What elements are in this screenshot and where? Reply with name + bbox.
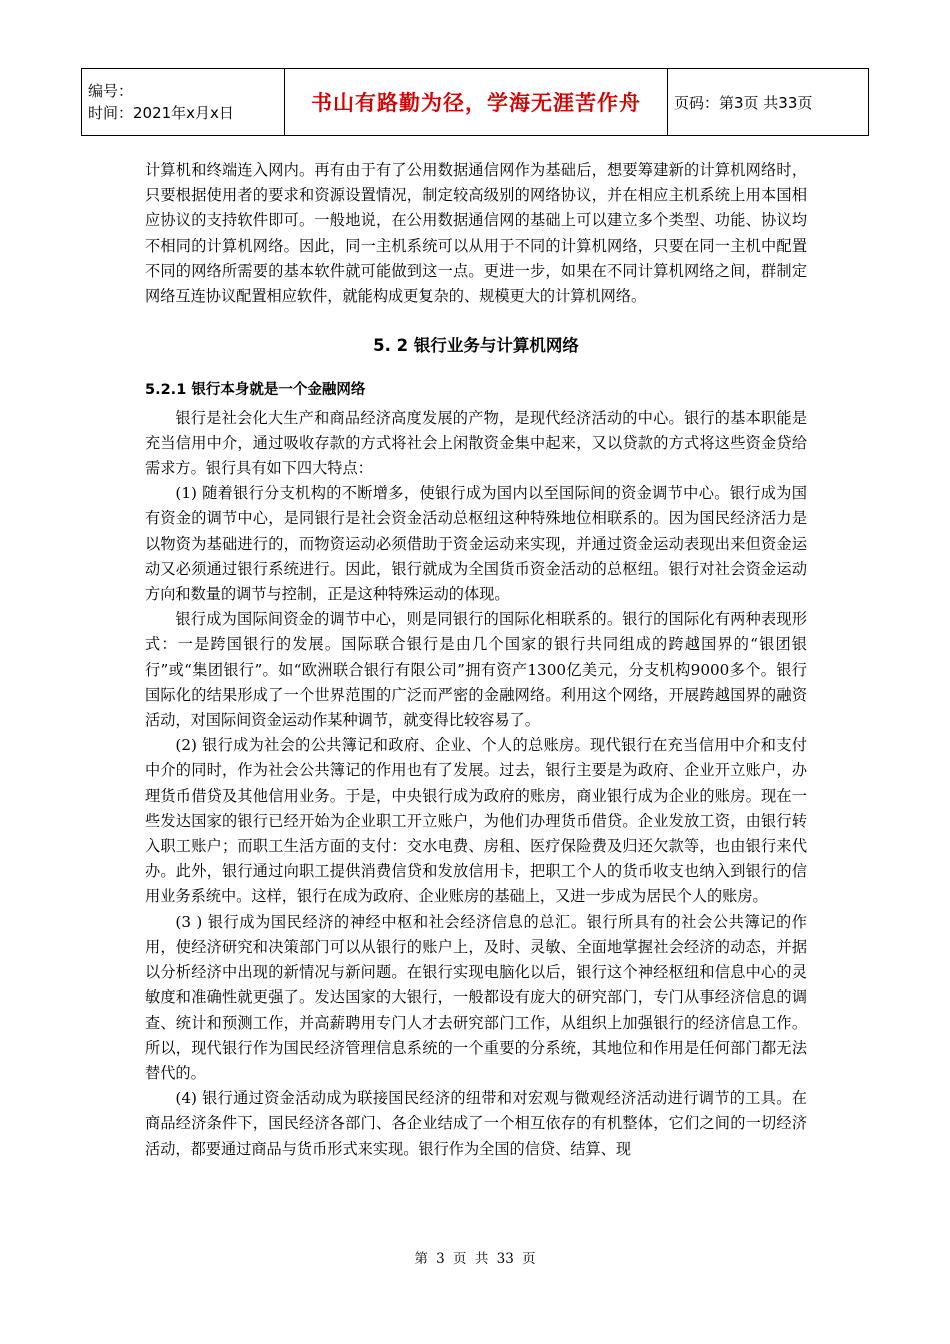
page-footer: 第 3 页 共 33 页 bbox=[414, 1251, 536, 1267]
body-paragraph: (3 ) 银行成为国民经济的神经中枢和社会经济信息的总汇。银行所具有的社会公共簿记的作用，使经济研究和决策部门可以从银行的账户上，及时、灵敏、全面地掌握社会经济的动态，并据以分析经济中出现的新情况与新问题。在银行实现电脑化以后，银行这个神经枢纽和信息中心的灵敏度和准确性就更强了。发达国家的大银行，一般都设有庞大的研究部门，专门从事经济信息的调查、统计和预测工作，并高薪聘用专门人才去研究部门工作，从组织上加强银行的经济信息工作。所以，现代银行作为国民经济管理信息系统的一个重要的分系统，其地位和作用是任何部门都无法替代的。 bbox=[145, 912, 807, 1082]
body-paragraph: 银行成为国际间资金的调节中心，则是同银行的国际化相联系的。银行的国际化有两种表现形式：一是跨国银行的发展。国际联合银行是由几个国家的银行共同组成的跨越国界的“银团银行”或“集团银行”。如“欧洲联合银行有限公司”拥有资产1300亿美元，分支机构9000多个。银行国际化的结果形成了一个世界范围的广泛而严密的金融网络。利用这个网络，开展跨越国界的融资活动，对国际间资金运动作某种调节，就变得比较容易了。 bbox=[145, 610, 807, 730]
intro-paragraph: 计算机和终端连入网内。再有由于有了公用数据通信网作为基础后，想要筹建新的计算机网络时，只要根据使用者的要求和资源设置情况，制定较高级别的网络协议，并在相应主机系统上用本国相应协议的支持软件即可。一般地说，在公用数据通信网的基础上可以建立多个类型、功能、协议均不相同的计算机网络。因此，同一主机系统可以从用于不同的计算机网络，只要在同一主机中配置不同的网络所需要的基本软件就可能做到这一点。更进一步，如果在不同计算机网络之间，群制定网络互连协议配置相应软件，就能构成更复杂的、规模更大的计算机网络。 bbox=[145, 161, 807, 306]
body-paragraph: (4) 银行通过资金活动成为联接国民经济的纽带和对宏观与微观经济活动进行调节的工具。在商品经济条件下，国民经济各部门、各企业结成了一个相互依存的有机整体，它们之间的一切经济活动，都要通过商品与货币形式来实现。银行作为全国的信贷、结算、现 bbox=[145, 1089, 807, 1158]
section-title: 5. 2 银行业务与计算机网络 bbox=[373, 336, 579, 356]
page-header bbox=[81, 68, 869, 136]
body-paragraph: (1) 随着银行分支机构的不断增多，使银行成为国内以至国际间的资金调节中心。银行成为国有资金的调节中心，是同银行是社会资金活动总枢纽这种特殊地位相联系的。因为国民经济活力是以物资为基础进行的，而物资运动必须借助于资金运动来实现，并通过资金运动表现出来但资金运动又必须通过银行系统进行。因此，银行就成为全国货币资金活动的总枢纽。银行对社会资金运动方向和数量的调节与控制，正是这种特殊运动的体现。 bbox=[145, 484, 807, 604]
document-body bbox=[145, 158, 807, 1162]
header-page-info: 页码：第3页 共33页 bbox=[668, 69, 869, 136]
body-paragraph: 银行是社会化大生产和商品经济高度发展的产物，是现代经济活动的中心。银行的基本职能是充当信用中介，通过吸收存款的方式将社会上闲散资金集中起来，又以贷款的方式将这些资金贷给需求方。银行具有如下四大特点： bbox=[145, 408, 807, 478]
subsection-title: 5.2.1 银行本身就是一个金融网络 bbox=[145, 382, 366, 399]
header-motto: 书山有路勤为径，学海无涯苦作舟 bbox=[285, 69, 668, 136]
date-label: 时间：2021年x月x日 bbox=[88, 104, 234, 122]
header-meta-cell bbox=[82, 69, 285, 136]
body-paragraph: (2) 银行成为社会的公共簿记和政府、企业、个人的总账房。现代银行在充当信用中介和支付中介的同时，作为社会公共簿记的作用也有了发展。过去，银行主要是为政府、企业开立账户，办理货币借贷及其他信用业务。于是，中央银行成为政府的账房，商业银行成为企业的账房。现在一些发达国家的银行已经开始为企业职工开立账户，为他们办理货币借贷。企业发放工资，由银行转入职工账户；而职工生活方面的支付：交水电费、房租、医疗保险费及归还欠款等，也由银行来代办。此外，银行通过向职工提供消费信贷和发放信用卡，把职工个人的货币收支也纳入到银行的信用业务系统中。这样，银行在成为政府、企业账房的基础上，又进一步成为居民个人的账房。 bbox=[145, 736, 807, 906]
doc-number-label: 编号： bbox=[88, 82, 134, 100]
